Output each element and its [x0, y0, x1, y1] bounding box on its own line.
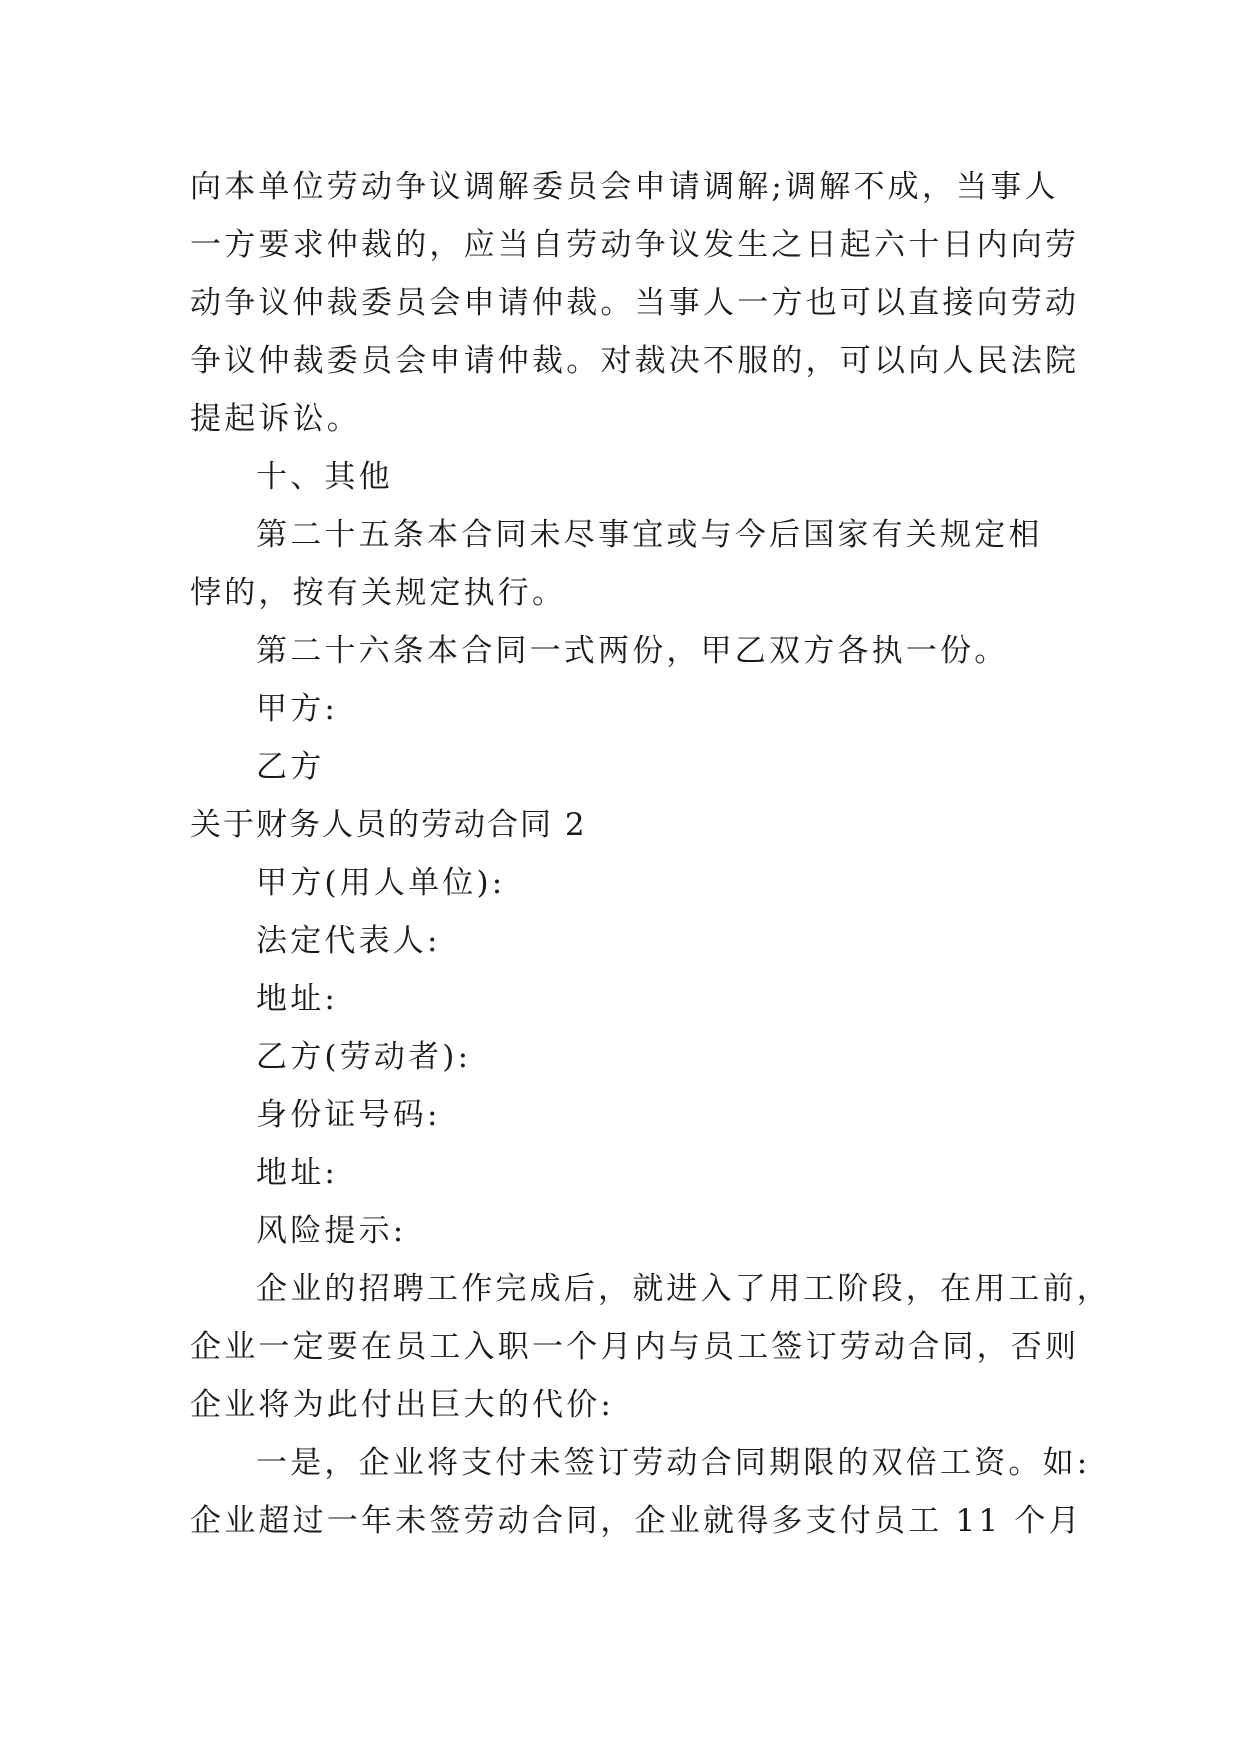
- paragraph-line: 企业超过一年未签劳动合同，企业就得多支付员工 11 个月: [190, 1503, 1083, 1539]
- paragraph-line: 一方要求仲裁的，应当自劳动争议发生之日起六十日内向劳: [190, 227, 1080, 263]
- paragraph-line: 第二十五条本合同未尽事宜或与今后国家有关规定相: [256, 517, 1043, 553]
- paragraph-line: 争议仲裁委员会申请仲裁。对裁决不服的，可以向人民法院: [190, 343, 1080, 379]
- paragraph-line: 一是，企业将支付未签订劳动合同期限的双倍工资。如:: [256, 1445, 1091, 1481]
- paragraph-line: 悖的，按有关规定执行。: [190, 575, 567, 611]
- signature-party-b: 乙方: [256, 749, 325, 785]
- document-title: 关于财务人员的劳动合同 2: [190, 807, 587, 843]
- field-employee: 乙方(劳动者):: [256, 1039, 472, 1075]
- paragraph-line: 第二十六条本合同一式两份，甲乙双方各执一份。: [256, 633, 1009, 669]
- field-legal-representative: 法定代表人:: [256, 923, 441, 959]
- paragraph-line: 动争议仲裁委员会申请仲裁。当事人一方也可以直接向劳动: [190, 285, 1080, 321]
- field-employer: 甲方(用人单位):: [256, 865, 506, 901]
- section-heading: 十、其他: [256, 459, 393, 495]
- paragraph-line: 提起诉讼。: [190, 401, 361, 437]
- paragraph-line: 企业的招聘工作完成后，就进入了用工阶段，在用工前，: [256, 1271, 1111, 1307]
- paragraph-line: 企业一定要在员工入职一个月内与员工签订劳动合同，否则: [190, 1329, 1080, 1365]
- signature-party-a: 甲方:: [256, 691, 339, 727]
- paragraph-line: 企业将为此付出巨大的代价:: [190, 1387, 615, 1423]
- risk-notice-heading: 风险提示:: [256, 1213, 407, 1249]
- field-employer-address: 地址:: [256, 981, 339, 1017]
- paragraph-line: 向本单位劳动争议调解委员会申请调解;调解不成，当事人: [190, 169, 1059, 205]
- field-employee-address: 地址:: [256, 1155, 339, 1191]
- document-body: [190, 158, 1111, 1550]
- field-id-number: 身份证号码:: [256, 1097, 441, 1133]
